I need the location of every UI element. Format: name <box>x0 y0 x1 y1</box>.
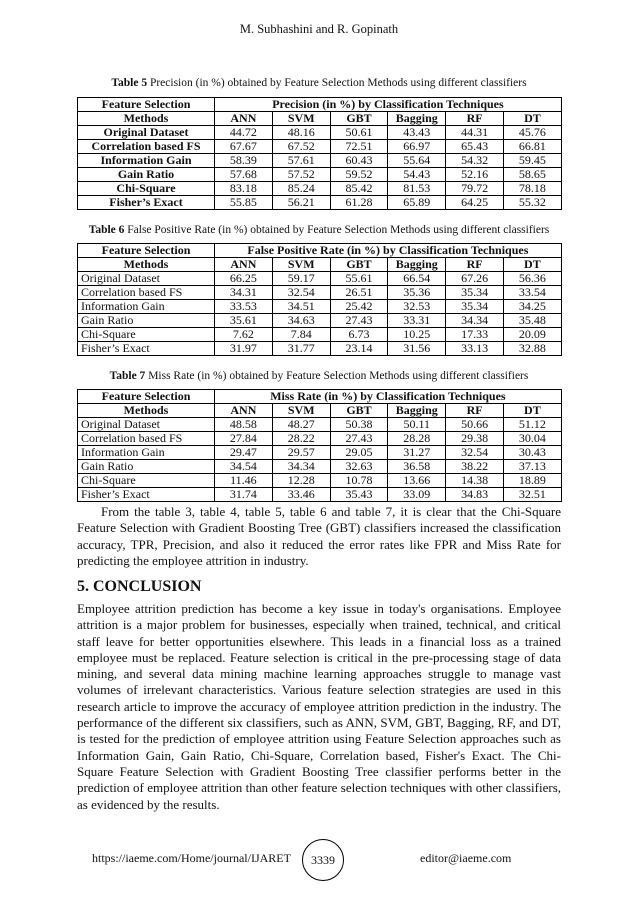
table-row <box>78 140 562 154</box>
table-cell: 14.38 <box>446 474 504 488</box>
row-header-line2: Methods <box>78 404 215 418</box>
table-cell: 20.09 <box>503 328 561 342</box>
table-row <box>78 474 562 488</box>
table-cell: 50.61 <box>330 126 388 140</box>
table-cell: 78.18 <box>503 182 561 196</box>
table-cell: 56.36 <box>503 272 561 286</box>
table-cell: 28.22 <box>272 432 330 446</box>
table5-caption-text: Precision (in %) obtained by Feature Selection Methods using different classifiers <box>147 77 527 89</box>
table-row <box>78 154 562 168</box>
table-cell: 32.53 <box>388 300 446 314</box>
table-row <box>78 300 562 314</box>
table-cell: 66.25 <box>215 272 273 286</box>
table-cell: 50.66 <box>446 418 504 432</box>
row-label: Gain Ratio <box>78 168 215 182</box>
table-cell: 11.46 <box>215 474 273 488</box>
table-row <box>78 196 562 210</box>
table-cell: 35.61 <box>215 314 273 328</box>
running-header: M. Subhashini and R. Gopinath <box>239 22 399 36</box>
table-cell: 50.11 <box>388 418 446 432</box>
table-cell: 29.38 <box>446 432 504 446</box>
table-cell: 33.09 <box>388 488 446 502</box>
row-label: Information Gain <box>78 154 215 168</box>
table-row <box>78 272 562 286</box>
table-cell: 57.68 <box>215 168 273 182</box>
table-cell: 33.53 <box>215 300 273 314</box>
email-link[interactable]: editor@iaeme.com <box>420 851 512 865</box>
table-cell: 31.56 <box>388 342 446 356</box>
table-cell: 31.74 <box>215 488 273 502</box>
group-header: Precision (in %) by Classification Techniques <box>215 98 562 112</box>
table-cell: 66.54 <box>388 272 446 286</box>
row-header-line1: Feature Selection <box>78 98 215 112</box>
row-header-line2: Methods <box>78 112 215 126</box>
table-cell: 13.66 <box>388 474 446 488</box>
group-header: Miss Rate (in %) by Classification Techniques <box>215 390 562 404</box>
table-cell: 31.27 <box>388 446 446 460</box>
table-cell: 35.34 <box>446 300 504 314</box>
table-cell: 50.38 <box>330 418 388 432</box>
table6-caption <box>0 224 638 236</box>
table-cell: 34.31 <box>215 286 273 300</box>
table-cell: 30.04 <box>503 432 561 446</box>
table5-label: Table 5 <box>111 77 148 89</box>
table-cell: 61.28 <box>330 196 388 210</box>
table-cell: 44.31 <box>446 126 504 140</box>
table-cell: 83.18 <box>215 182 273 196</box>
row-label: Original Dataset <box>78 418 215 432</box>
table-row <box>78 418 562 432</box>
row-header-line2: Methods <box>78 258 215 272</box>
table-cell: 66.81 <box>503 140 561 154</box>
column-header-svm: SVM <box>272 258 330 272</box>
table-cell: 25.42 <box>330 300 388 314</box>
table-cell: 52.16 <box>446 168 504 182</box>
table-cell: 66.97 <box>388 140 446 154</box>
row-label: Fisher’s Exact <box>78 342 215 356</box>
table-cell: 58.39 <box>215 154 273 168</box>
table5-caption <box>0 77 638 89</box>
table-row <box>78 182 562 196</box>
table-cell: 17.33 <box>446 328 504 342</box>
column-header-dt: DT <box>503 404 561 418</box>
table-row <box>78 446 562 460</box>
table-cell: 54.32 <box>446 154 504 168</box>
table-cell: 36.58 <box>388 460 446 474</box>
column-header-bagging: Bagging <box>388 112 446 126</box>
table-cell: 29.47 <box>215 446 273 460</box>
table7-caption-text: Miss Rate (in %) obtained by Feature Selection Methods using different classifiers <box>145 370 529 382</box>
table-cell: 57.61 <box>272 154 330 168</box>
row-label: Fisher’s Exact <box>78 196 215 210</box>
table7 <box>77 389 562 502</box>
table-row <box>78 460 562 474</box>
group-header: False Positive Rate (in %) by Classification Techniques <box>215 244 562 258</box>
table-cell: 57.52 <box>272 168 330 182</box>
table-cell: 58.65 <box>503 168 561 182</box>
table-cell: 32.63 <box>330 460 388 474</box>
column-header-svm: SVM <box>272 404 330 418</box>
results-paragraph: From the table 3, table 4, table 5, table 6 and table 7, it is clear that the Chi-Square Feature Selection with Gradient Boosting Tree (GBT) classifiers increased the classification accuracy, TPR, Precision, and also it reduced the error rates like FPR and Miss Rate for predicting the employee attrition in industry. <box>77 504 561 568</box>
column-header-rf: RF <box>446 404 504 418</box>
row-label: Gain Ratio <box>78 460 215 474</box>
table-cell: 64.25 <box>446 196 504 210</box>
table-cell: 31.97 <box>215 342 273 356</box>
table-cell: 79.72 <box>446 182 504 196</box>
table-cell: 34.83 <box>446 488 504 502</box>
conclusion-paragraph: Employee attrition prediction has become a key issue in today's organisations. Employee attrition is a major problem for businesses, especially when trained, technical, and critical staff leave for better opportunities elsewhere. This leads in a financial loss as a trained employee must be replaced. Feature selection is critical in the pre-processing stage of data mining, and several data mining machine learning approaches struggle to manage vast volumes of irrelevant characteristics. Various feature selection strategies are used in this research article to improve the accuracy of employee attrition prediction in the industry. The performance of the different six classifiers, such as ANN, SVM, GBT, Bagging, RF, and DT, is tested for the prediction of employee attrition using Feature Selection approaches such as Information Gain, Gain Ratio, Chi-Square, Correlation based, Fisher's Exact. The Chi-Square Feature Selection with Gradient Boosting Tree classifier performs better in the prediction of employee attrition than other feature selection techniques with other classifiers, as evidenced by the results. <box>77 601 561 812</box>
table-cell: 85.42 <box>330 182 388 196</box>
table-cell: 48.58 <box>215 418 273 432</box>
row-label: Correlation based FS <box>78 140 215 154</box>
table-cell: 37.13 <box>503 460 561 474</box>
table-row <box>78 488 562 502</box>
table-cell: 29.05 <box>330 446 388 460</box>
table-cell: 54.43 <box>388 168 446 182</box>
table-cell: 55.85 <box>215 196 273 210</box>
column-header-rf: RF <box>446 258 504 272</box>
table-cell: 55.61 <box>330 272 388 286</box>
table-cell: 67.67 <box>215 140 273 154</box>
section-title: 5. CONCLUSION <box>77 578 202 595</box>
row-label: Chi-Square <box>78 474 215 488</box>
column-header-gbt: GBT <box>330 404 388 418</box>
table-cell: 7.84 <box>272 328 330 342</box>
table-cell: 43.43 <box>388 126 446 140</box>
table-cell: 27.84 <box>215 432 273 446</box>
table7-caption <box>0 370 638 382</box>
table-cell: 65.43 <box>446 140 504 154</box>
table-cell: 32.51 <box>503 488 561 502</box>
table-cell: 34.51 <box>272 300 330 314</box>
table-cell: 45.76 <box>503 126 561 140</box>
table-cell: 44.72 <box>215 126 273 140</box>
table6-label: Table 6 <box>88 224 125 236</box>
table-cell: 56.21 <box>272 196 330 210</box>
table-cell: 18.89 <box>503 474 561 488</box>
table-cell: 33.13 <box>446 342 504 356</box>
table-row <box>78 286 562 300</box>
table-cell: 72.51 <box>330 140 388 154</box>
table-cell: 55.64 <box>388 154 446 168</box>
table-cell: 38.22 <box>446 460 504 474</box>
row-label: Information Gain <box>78 300 215 314</box>
row-label: Gain Ratio <box>78 314 215 328</box>
table6 <box>77 243 562 356</box>
table-cell: 27.43 <box>330 314 388 328</box>
table-cell: 67.52 <box>272 140 330 154</box>
column-header-svm: SVM <box>272 112 330 126</box>
table-row <box>78 432 562 446</box>
table-cell: 59.52 <box>330 168 388 182</box>
table-cell: 35.34 <box>446 286 504 300</box>
table-cell: 34.34 <box>446 314 504 328</box>
table-cell: 59.45 <box>503 154 561 168</box>
table-cell: 32.54 <box>446 446 504 460</box>
table-cell: 33.31 <box>388 314 446 328</box>
table6-caption-text: False Positive Rate (in %) obtained by Feature Selection Methods using different classifiers <box>124 224 550 236</box>
table-cell: 85.24 <box>272 182 330 196</box>
table-cell: 7.62 <box>215 328 273 342</box>
table-cell: 10.78 <box>330 474 388 488</box>
table-cell: 32.88 <box>503 342 561 356</box>
table-row <box>78 126 562 140</box>
table-row <box>78 168 562 182</box>
table-cell: 48.16 <box>272 126 330 140</box>
column-header-ann: ANN <box>215 404 273 418</box>
table-cell: 65.89 <box>388 196 446 210</box>
table-cell: 10.25 <box>388 328 446 342</box>
row-header-line1: Feature Selection <box>78 390 215 404</box>
table-cell: 32.54 <box>272 286 330 300</box>
column-header-dt: DT <box>503 258 561 272</box>
column-header-ann: ANN <box>215 112 273 126</box>
table-cell: 34.34 <box>272 460 330 474</box>
row-label: Original Dataset <box>78 126 215 140</box>
table-cell: 34.25 <box>503 300 561 314</box>
row-header-line1: Feature Selection <box>78 244 215 258</box>
column-header-ann: ANN <box>215 258 273 272</box>
table-cell: 35.43 <box>330 488 388 502</box>
table-cell: 12.28 <box>272 474 330 488</box>
table-cell: 48.27 <box>272 418 330 432</box>
row-label: Correlation based FS <box>78 432 215 446</box>
table-cell: 28.28 <box>388 432 446 446</box>
table-cell: 26.51 <box>330 286 388 300</box>
table-row <box>78 328 562 342</box>
table-cell: 29.57 <box>272 446 330 460</box>
table-cell: 60.43 <box>330 154 388 168</box>
table-cell: 23.14 <box>330 342 388 356</box>
table-cell: 59.17 <box>272 272 330 286</box>
row-label: Chi-Square <box>78 182 215 196</box>
journal-link[interactable]: https://iaeme.com/Home/journal/IJARET <box>92 851 291 865</box>
column-header-bagging: Bagging <box>388 404 446 418</box>
table-cell: 27.43 <box>330 432 388 446</box>
table5 <box>77 97 562 210</box>
table-cell: 33.54 <box>503 286 561 300</box>
row-label: Information Gain <box>78 446 215 460</box>
column-header-bagging: Bagging <box>388 258 446 272</box>
column-header-gbt: GBT <box>330 258 388 272</box>
table-cell: 6.73 <box>330 328 388 342</box>
table-cell: 33.46 <box>272 488 330 502</box>
table-row <box>78 314 562 328</box>
table7-label: Table 7 <box>109 370 146 382</box>
table-cell: 30.43 <box>503 446 561 460</box>
column-header-dt: DT <box>503 112 561 126</box>
table-cell: 51.12 <box>503 418 561 432</box>
table-cell: 34.54 <box>215 460 273 474</box>
row-label: Fisher’s Exact <box>78 488 215 502</box>
table-row <box>78 342 562 356</box>
table-cell: 67.26 <box>446 272 504 286</box>
row-label: Chi-Square <box>78 328 215 342</box>
table-cell: 34.63 <box>272 314 330 328</box>
table-cell: 55.32 <box>503 196 561 210</box>
table-cell: 31.77 <box>272 342 330 356</box>
table-cell: 81.53 <box>388 182 446 196</box>
row-label: Original Dataset <box>78 272 215 286</box>
column-header-rf: RF <box>446 112 504 126</box>
table-cell: 35.48 <box>503 314 561 328</box>
page-number: 3339 <box>302 839 344 881</box>
column-header-gbt: GBT <box>330 112 388 126</box>
row-label: Correlation based FS <box>78 286 215 300</box>
table-cell: 35.36 <box>388 286 446 300</box>
